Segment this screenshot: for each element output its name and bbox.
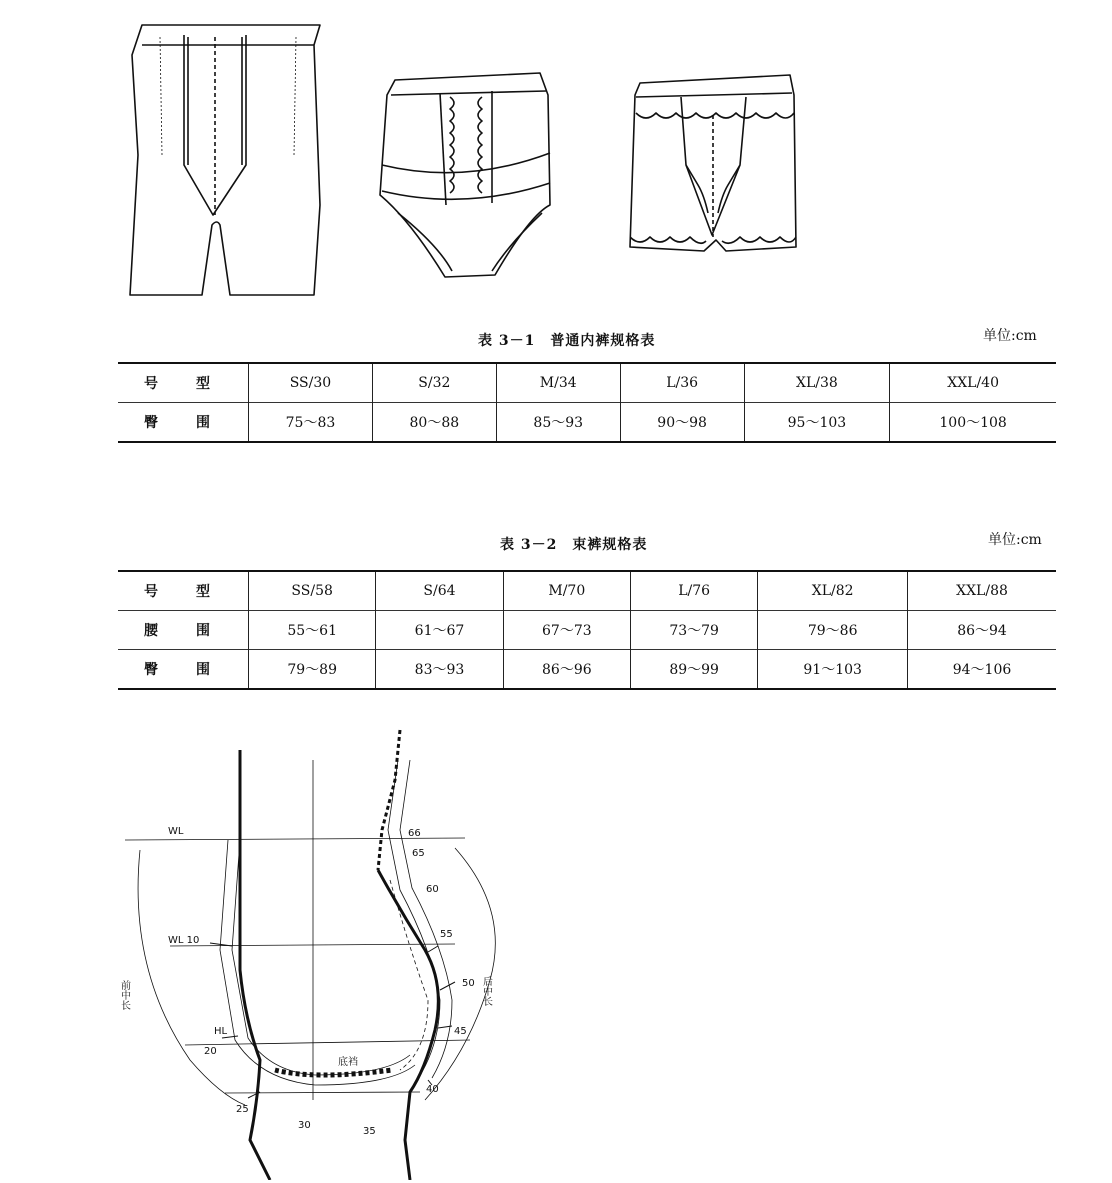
table-cell: S/32 bbox=[372, 363, 496, 403]
hip-line bbox=[185, 1040, 470, 1045]
crotch-seam bbox=[275, 1070, 392, 1075]
table-row bbox=[118, 611, 1056, 650]
garment-illustrations bbox=[100, 15, 860, 315]
table-cell: 95～103 bbox=[744, 403, 890, 443]
label-30: 30 bbox=[298, 1120, 311, 1131]
label-66: 66 bbox=[408, 828, 421, 839]
table-cell: 80～88 bbox=[372, 403, 496, 443]
table-cell: S/64 bbox=[376, 571, 503, 611]
table-cell: M/70 bbox=[503, 571, 630, 611]
table-cell: 100～108 bbox=[890, 403, 1056, 443]
table-cell: 臀 围 bbox=[118, 403, 249, 443]
table-cell: M/34 bbox=[496, 363, 620, 403]
label-25: 25 bbox=[236, 1104, 249, 1115]
table-cell: 67～73 bbox=[503, 611, 630, 650]
table-row bbox=[118, 650, 1056, 690]
label-40: 40 bbox=[426, 1084, 439, 1095]
table-cell: 号 型 bbox=[144, 584, 222, 600]
lace-short-shaper-illustration bbox=[630, 75, 796, 251]
table-cell: 91～103 bbox=[758, 650, 908, 690]
table-cell: 94～106 bbox=[908, 650, 1056, 690]
table-cell: L/36 bbox=[620, 363, 744, 403]
table-cell: XXL/88 bbox=[908, 571, 1056, 611]
table-cell: 86～94 bbox=[908, 611, 1056, 650]
table-row bbox=[118, 571, 1056, 611]
control-brief-illustration bbox=[380, 73, 550, 277]
label-wl-10: WL 10 bbox=[168, 935, 200, 946]
table1-regular-briefs bbox=[118, 362, 1056, 443]
label-50: 50 bbox=[462, 978, 475, 989]
table-row bbox=[118, 403, 1056, 443]
table-cell: 号 型 bbox=[144, 376, 222, 392]
table-cell: 90～98 bbox=[620, 403, 744, 443]
label-front-center-length: 前中长 bbox=[118, 980, 130, 1010]
table1-unit: 单位:cm bbox=[983, 328, 1037, 344]
shaper-long-leg-illustration bbox=[130, 25, 320, 295]
table-cell: XXL/40 bbox=[890, 363, 1056, 403]
label-hl: HL bbox=[214, 1026, 228, 1037]
label-65: 65 bbox=[412, 848, 425, 859]
table-cell: 73～79 bbox=[630, 611, 757, 650]
table-cell: SS/30 bbox=[249, 363, 373, 403]
table-cell: 86～96 bbox=[503, 650, 630, 690]
label-back-center-length: 后中长 bbox=[480, 976, 492, 1006]
table1-caption: 表 3－1 普通内裤规格表 bbox=[478, 333, 656, 349]
table-cell: XL/38 bbox=[744, 363, 890, 403]
table-cell: 85～93 bbox=[496, 403, 620, 443]
back-body-dashed-line bbox=[378, 730, 400, 870]
label-20: 20 bbox=[204, 1046, 217, 1057]
table-cell: 75～83 bbox=[249, 403, 373, 443]
table-cell: 61～67 bbox=[376, 611, 503, 650]
table-cell: 79～86 bbox=[758, 611, 908, 650]
label-wl: WL bbox=[168, 826, 184, 837]
label-35: 35 bbox=[363, 1126, 376, 1137]
front-body-line bbox=[240, 750, 270, 1180]
table-cell: 55～61 bbox=[249, 611, 376, 650]
table-cell: 83～93 bbox=[376, 650, 503, 690]
back-body-line bbox=[378, 870, 438, 1180]
crotch-length-diagram bbox=[110, 720, 530, 1180]
table-cell: 腰 围 bbox=[118, 611, 249, 650]
table-cell: 89～99 bbox=[630, 650, 757, 690]
table-row bbox=[118, 363, 1056, 403]
table-cell: 臀 围 bbox=[118, 650, 249, 690]
table-cell: XL/82 bbox=[758, 571, 908, 611]
table2-unit: 单位:cm bbox=[988, 532, 1042, 548]
label-60: 60 bbox=[426, 884, 439, 895]
table-cell: L/76 bbox=[630, 571, 757, 611]
label-55: 55 bbox=[440, 929, 453, 940]
table2-shaper-briefs bbox=[118, 570, 1056, 690]
table2-caption: 表 3－2 束裤规格表 bbox=[500, 537, 648, 553]
label-crotch: 底裆 bbox=[338, 1057, 358, 1068]
table-cell: SS/58 bbox=[249, 571, 376, 611]
label-45: 45 bbox=[454, 1026, 467, 1037]
table-cell: 79～89 bbox=[249, 650, 376, 690]
